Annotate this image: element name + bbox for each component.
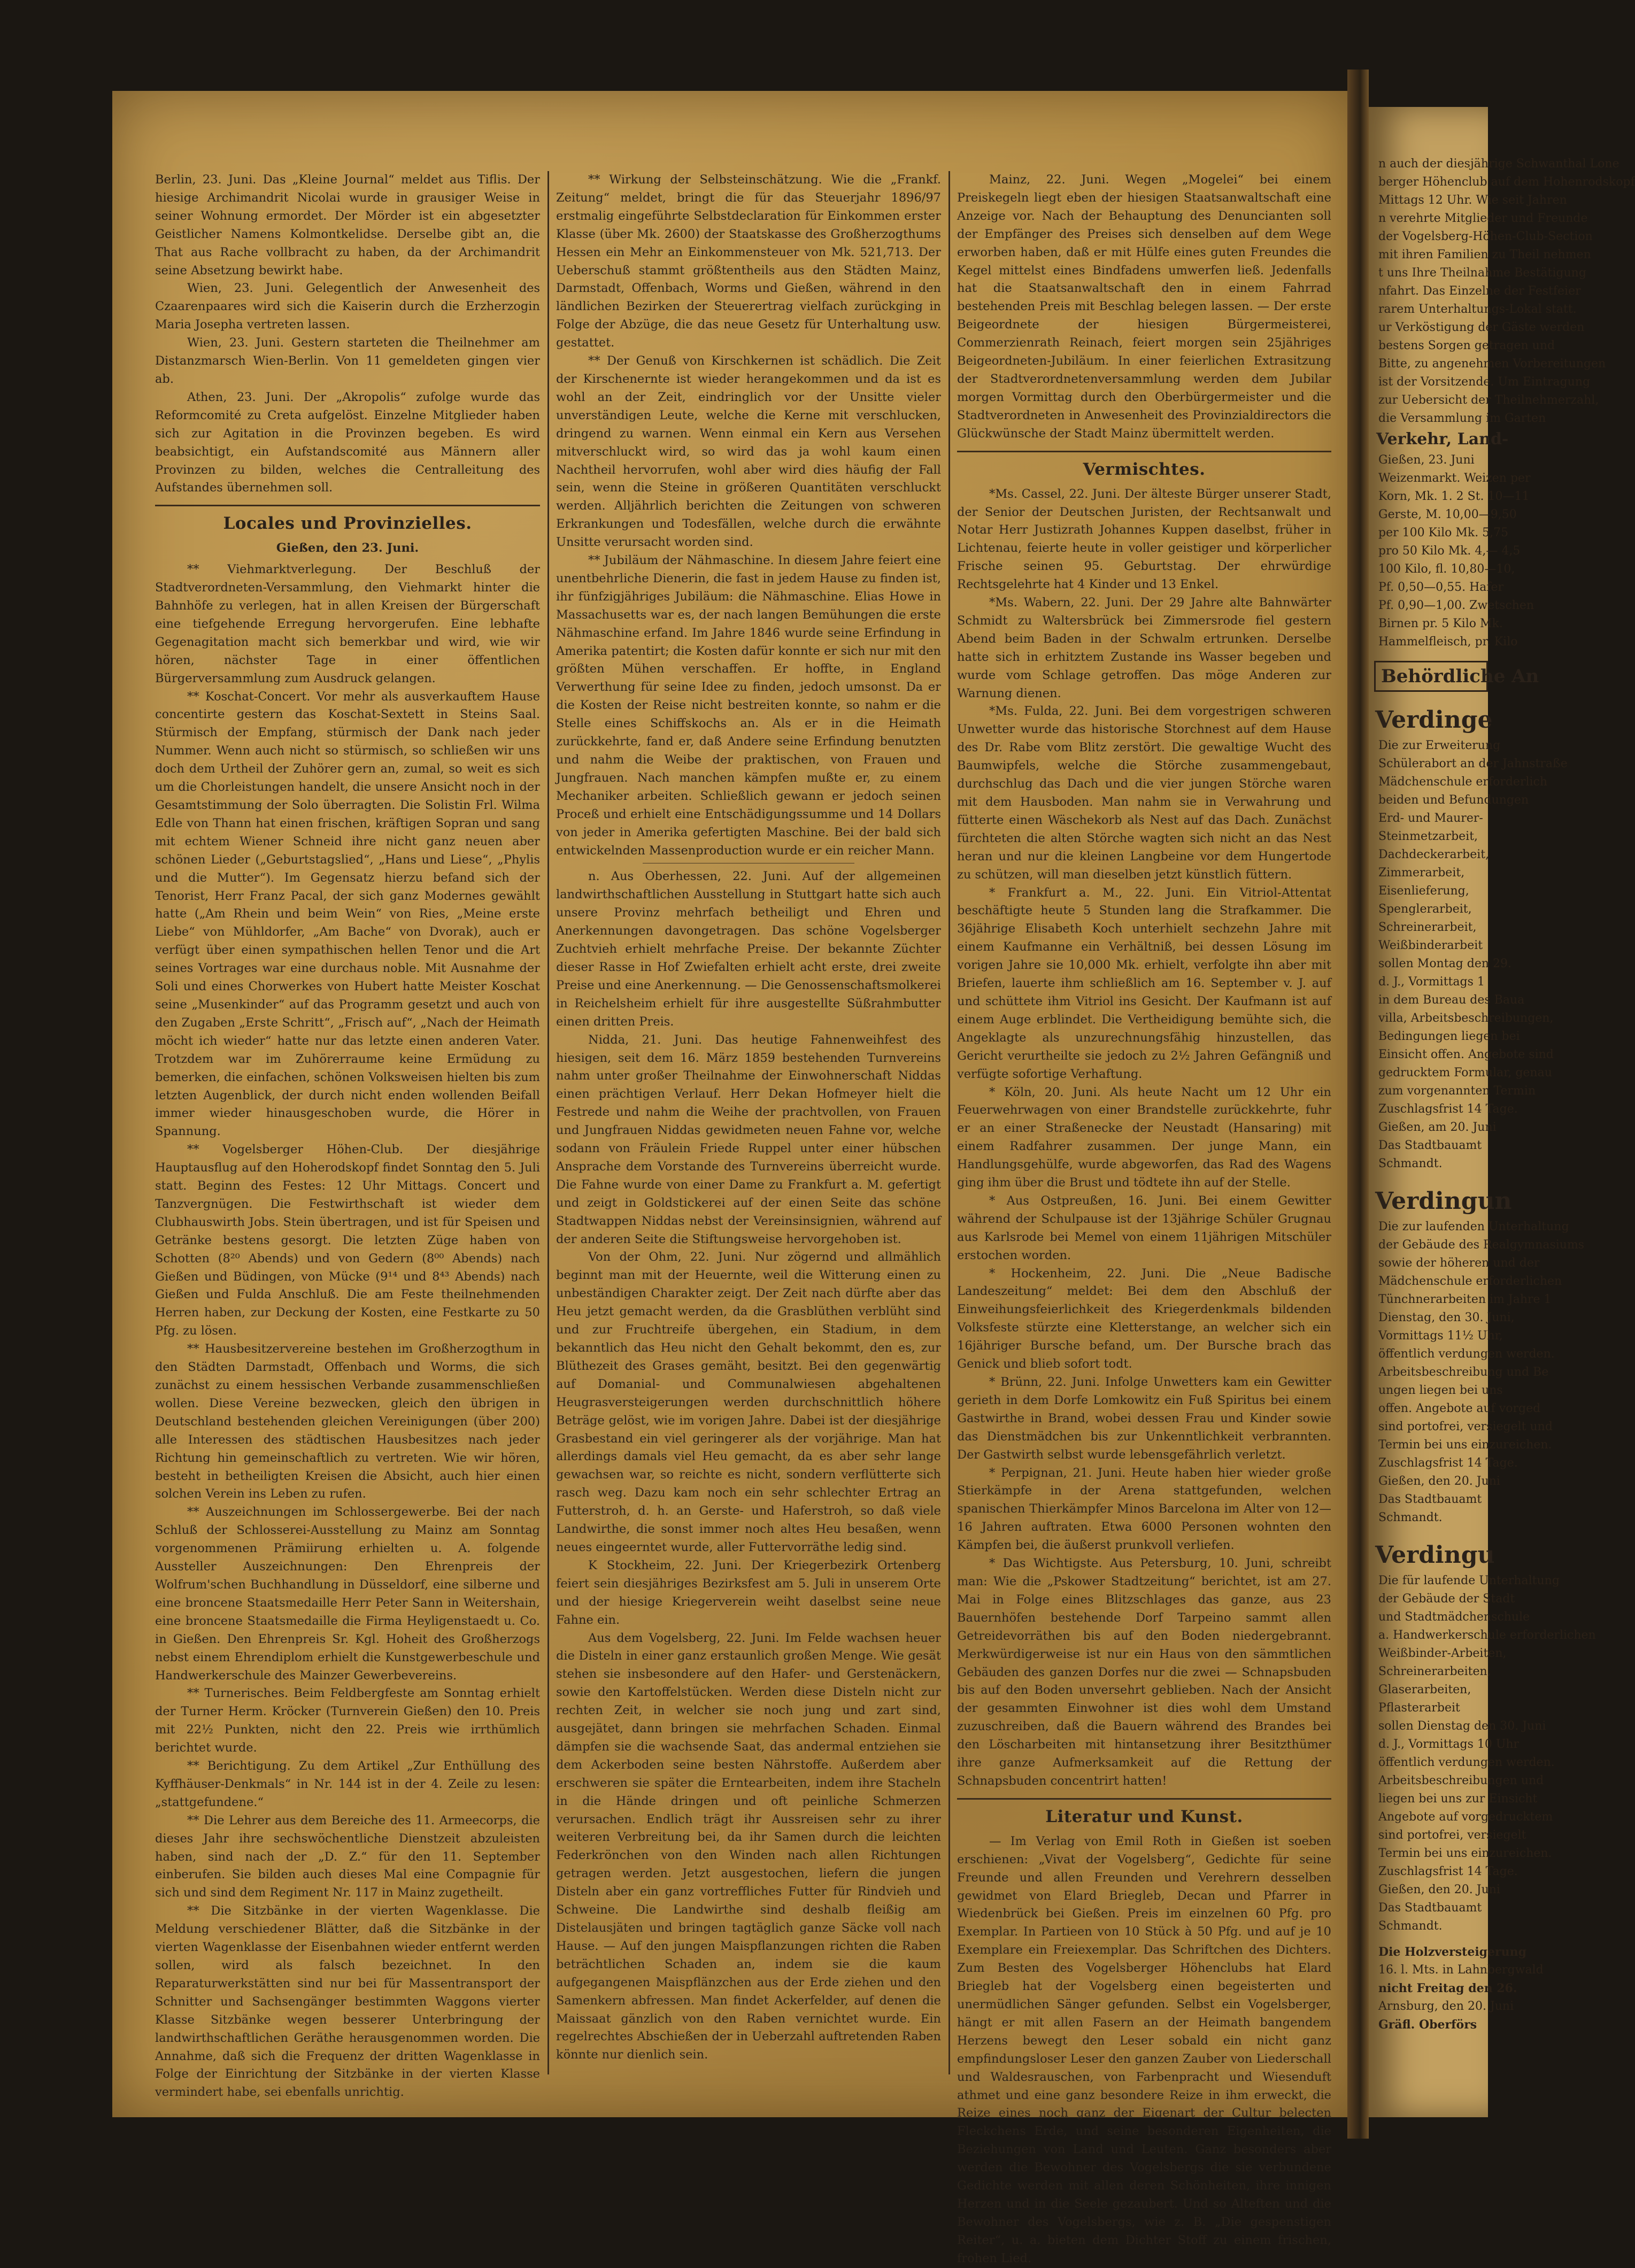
text-line: Steinmetzarbeit,: [1378, 830, 1478, 843]
book-spine: [1347, 70, 1369, 2139]
text-line: d. J., Vormittags 10 Uhr: [1378, 1738, 1520, 1751]
column-2: [556, 171, 941, 2074]
text-line: Pflasterarbeit: [1378, 1701, 1460, 1715]
news-berlin: Berlin, 23. Juni. Das „Kleine Journal“ meldet aus Tiflis. Der hiesige Archimandrit Nicolai wurde in grausiger Weise in seiner Wohnung ermordet. Der Mörder ist ein abgesetzter Geistlicher Namens Kolmontkelidse. Derselbe gibt an, die That aus Rache vollbracht zu haben, da der Archimandrit seine Absetzung bewirkt habe.: [155, 173, 540, 277]
text-line: nfahrt. Das Einzelne der Festfeier: [1378, 284, 1581, 298]
text-line: Weizenmarkt. Weizen per: [1378, 472, 1531, 485]
text-line: ist der Vorsitzende. Um Eintragung: [1378, 375, 1591, 389]
text-line: berger Höhenclub auf dem Hohenrodskopf: [1378, 175, 1635, 189]
text-line: sind portofrei, versiegelt und: [1378, 1420, 1553, 1433]
article-cassel: *Ms. Cassel, 22. Juni. Der älteste Bürger unserer Stadt, der Senior der Deutschen Juristen, der Rechtsanwalt und Notar Herr Justizrath Johannes Kuppen daselbst, früher in Lichtenau, feierte heute in voller geistiger und körperlicher Frische seinen 95. Geburtstag. Der ehrwürdige Rechtsgelehrte hat 4 Kinder und 13 Enkel.: [957, 487, 1331, 592]
foreign-news: [155, 171, 540, 497]
text-line: öffentlich verdungen werden.: [1378, 1347, 1555, 1361]
text-line: Termin bei uns einzureichen.: [1378, 1438, 1552, 1452]
text-line: 16. l. Mts. in Lahnbergwald: [1378, 1963, 1544, 1977]
article-lehrer: ** Die Lehrer aus dem Bereiche des 11. Armeecorps, die dieses Jahr ihre sechswöchentliche Dienstzeit abzuleisten haben, sind nach der „D. Z.“ für den 11. September einberufen. Sie bilden auch dieses Mal eine Compagnie für sich und sind dem Regiment Nr. 117 in Mainz zugetheilt.: [155, 1813, 540, 1900]
text-line: Arbeitsbeschreibungen und: [1378, 1774, 1544, 1787]
text-line: sowie der höheren und der: [1378, 1256, 1540, 1270]
text-line: Termin bei uns einzureichen.: [1378, 1847, 1552, 1860]
text-line: 100 Kilo, fl. 10,80—10,: [1378, 562, 1515, 576]
article-vivat-vogelsberg: — Im Verlag von Emil Roth in Gießen ist soeben erschienen: „Vivat der Vogelsberg“, Gedichte für seine Freunde und allen Freunden und Verehrern desselben gewidmet von Elard Briegleb, Decan und Pfarrer in Wiedenbrück bei Gießen. Preis im einzelnen 60 Pfg. pro Exemplar. In Partieen von 10 Stück à 50 Pfg. und auf je 10 Exemplare ein Freiexemplar. Das Schriftchen des Dichters. Zum Besten des Vogelsberger Höhenclubs hat Elard Briegleb hat der Vogelsberg einen begeisterten und unermüdlichen Sänger gefunden. Selbst ein Vogelsberger, hängt er mit allen Fasern an der Heimath bangendem Herzens bewegt den Leser sobald ein nicht ganz empfindungsloser Leser den ganzen Zauber von Liederschall und Waldesrauschen, von Farbenpracht und Wiesenduft athmet und eine ganz besondere Reize in ihm erweckt, die Reize eines noch ganz der Eigenart der Cultur belecten Fleckchens Erde, und seine besonderen Eigenheiten, die Beziehungen von Land und Leuten. Ganz besonders aber werden die Bewohner des Vogelsbergs die sie verbundene Gedichte werden mit allen deren Schönheiten, ihre innigen Herzen und in die Seele gezaubert. Und so Alteften und die Bewohner des Vogelsbergs, wie z. B. „Die gespenstigen Reiter“, u. a. bieten dem Dichter Stoff zu einem frischen, frohen Lied.: [957, 1834, 1331, 2265]
column-divider-1: [547, 171, 549, 2074]
article-stockheim: K Stockheim, 22. Juni. Der Kriegerbezirk Ortenberg feiert sein diesjähriges Bezirksfest am 5. Juli in unserem Orte und der hiesige Kriegerverein weiht daselbst seine neue Fahne ein.: [556, 1558, 941, 1627]
text-line: beiden und Befundungen: [1378, 793, 1529, 807]
text-line: ur Verköstigung der Gäste werden: [1378, 321, 1585, 334]
text-line: Schülerabort an der Jahnstraße: [1378, 757, 1568, 770]
text-line: n verehrte Mitglieder und Freunde: [1378, 212, 1588, 225]
text-line: Weißbinder-Arbeiten,: [1378, 1647, 1507, 1660]
article-perpignan: * Perpignan, 21. Juni. Heute haben hier wieder große Stierkämpfe in der Arena stattgefunden, welchen spanischen Thierkämpfer Minos Barcelona im Alter von 12—16 Jahren auftraten. Etwa 6000 Personen wohnten den Kämpfen bei, die äußerst prunkvoll verliefen.: [957, 1465, 1331, 1553]
text-line: Vormittags 11½ Uhr,: [1378, 1329, 1503, 1343]
article-hoehenclub: ** Vogelsberger Höhen-Club. Der diesjährige Hauptausflug auf den Hoherodskopf findet Sonntag den 5. Juli statt. Beginn des Festes: 12 Uhr Mittags. Concert und Tanzvergnügen. Die Festwirthschaft ist wieder dem Clubhauswirth Jobs. Stein übertragen, und ist für Speisen und Getränke bestens gesorgt. Die letzten Züge haben von Schotten (8²⁰ Abends) und von Gedern (8⁰⁰ Abends) nach Gießen und Büdingen, von Mücke (9¹⁴ und 8⁴³ Abends) nach Gießen und Fulda Anschluß. Die am Feste theilnehmenden Herren haben, zur Deckung der Kosten, eine Festkarte zu 50 Pfg. zu lösen.: [155, 1143, 540, 1338]
section-title-literatur: Literatur und Kunst.: [1045, 1807, 1243, 1826]
article-oberhessen: n. Aus Oberhessen, 22. Juni. Auf der allgemeinen landwirthschaftlichen Ausstellung in Stuttgart hatte sich auch unsere Provinz mehrfach betheiligt und Ehren und Anerkennungen davongetragen. Das schöne Vogelsberger Zuchtvieh erhielt mehrfache Preise. Der bekannte Züchter dieser Rasse in Hof Zwiefalten erhielt acht erste, drei zweite Preise und eine Anerkennung. — Die Genossenschaftsmolkerei in Reichelsheim erhielt für ihre ausgestellte Süßrahmbutter einen dritten Preis.: [556, 869, 941, 1029]
bid-title-1: Verdinge: [1375, 706, 1493, 734]
article-vogelsberg: Aus dem Vogelsberg, 22. Juni. Im Felde wachsen heuer die Disteln in einer ganz erstaunlich großen Menge. Wie gesät stehen sie insbesondere auf den Hafer- und Gerstenäckern, sowie den Kartoffelstücken. Werden diese Disteln nicht zur rechten Zeit, in welcher sie noch jung und zart sind, ausgejätet, dann bringen sie mehrfachen Schaden. Einmal dämpfen sie die wachsende Saat, das andermal entziehen sie dem Ackerboden seine besten Nährstoffe. Außerdem aber erschweren sie später die Erntearbeiten, indem ihre Stacheln in die Hände dringen und oft peinliche Schmerzen verursachen. Endlich trägt ihr Aussreisen sehr zu ihrer weiteren Verbreitung bei, da ihr Samen durch die leichten Federkrönchen von den Winden nach allen Richtungen getragen werden. Jetzt ausgestochen, liefern die jungen Disteln aber ein ganz vortreffliches Futter für Rindvieh und Schweine. Die Landwirthe sind deshalb fleißig am Distelausjäten und bringen tagtäglich ganze Säcke voll nach Hause. — Auf den jungen Maispflanzungen richten die Raben beträchtlichen Schaden an, indem sie die kaum aufgegangenen Maispflänzchen aus der Erde ziehen und den Samenkern abfressen. Man findet Ackerfelder, auf denen die Maissaat gänzlich von den Raben vernichtet wurde. Ein regelrechtes Abschießen der in Ueberzahl auftretenden Raben könnte nur dienlich sein.: [556, 1631, 941, 2062]
market-title: Verkehr, Land-: [1376, 430, 1509, 449]
text-line: zur Uebersicht der Theilnehmerzahl,: [1378, 394, 1599, 407]
news-athen: Athen, 23. Juni. Der „Akropolis“ zufolge wurde das Reformcomité zu Creta aufgelöst. Einzelne Mitglieder haben sich zur Agitation in die Provinzen begeben. Es wird beabsichtigt, ein Aufstandscomité aus Männern aller Provinzen zu bilden, welches die Centralleitung des Aufstandes übernehmen soll.: [155, 390, 540, 495]
text-line: Zimmerarbeit,: [1378, 866, 1465, 880]
notice-box-title: Behördliche An: [1374, 661, 1488, 692]
text-line: sollen Dienstag den 30. Juni: [1378, 1719, 1546, 1733]
column-divider-2: [948, 171, 950, 2074]
text-line: Hammelfleisch, pr. Kilo: [1378, 635, 1518, 649]
bid-notice-2: [1369, 1218, 1585, 1527]
text-line: ungen liegen bei uns: [1378, 1384, 1503, 1397]
text-line: Spenglerarbeit,: [1378, 902, 1472, 916]
text-line: Dienstag, den 30. Juni,: [1378, 1311, 1515, 1324]
dateline-giessen: Gießen, den 23. Juni.: [276, 541, 419, 556]
text-line: Schreinerarbeit,: [1378, 921, 1477, 934]
article-wichtigste: * Das Wichtigste. Aus Petersburg, 10. Juni, schreibt man: Wie die „Pskower Stadtzeitung“ berichtet, ist am 27. Mai in Folge eines Blitzschlages das ganze, aus 23 Bauernhöfen bestehende Dorf Tarpeino sammt allen Getreidevorräthen bis auf den Boden niedergebrannt. Merkwürdigerweise ist nur ein Haus von den sämmtlichen Gebäuden des ganzen Dorfes nur die zwei — Schnapsbuden bis auf den Boden unversehrt geblieben. Nach der Ansicht der gesammten Einwohner ist dies wohl dem Umstand zuzuschreiben, daß die Bauern während des Brandes bei den Löscharbeiten mit hintansetzung ihrer Besitzthümer ihre ganze Aufmerksamkeit auf die Rettung der Schnapsbuden concentrirt hatten!: [957, 1556, 1331, 1788]
article-hausbesitzer: ** Hausbesitzervereine bestehen im Großherzogthum in den Städten Darmstadt, Offenbach und Worms, die sich zunächst zu einem hessischen Verbande zusammenschließen wollen. Diese Vereine bezwecken, gleich den übrigen in Deutschland bestehenden gleichen Vereinigungen (über 200) alle Interessen des städtischen Hausbesitzes nach jeder Richtung hin gemeinschaftlich zu vertreten. Wie wir hören, besteht in betheiligten Kreisen die Absicht, auch hier einen solchen Verein ins Leben zu rufen.: [155, 1342, 540, 1501]
article-koeln: * Köln, 20. Juni. Als heute Nacht um 12 Uhr ein Feuerwehrwagen von einer Brandstelle zurückkehrte, fuhr er an einer Straßenecke der Neustadt (Hansaring) mit einem Radfahrer zusammen. Der junge Mann, ein Handlungsgehülfe, wurde abgeworfen, das Rad des Wagens ging ihm über die Brust und tödtete ihn auf der Stelle.: [957, 1085, 1331, 1190]
text-line: der Gebäude des Realgymnasiums: [1378, 1238, 1585, 1252]
text-line: der Vogelsberg-Höhen-Club-Section: [1378, 230, 1593, 243]
news-wien-2: Wien, 23. Juni. Gestern starteten die Theilnehmer am Distanzmarsch Wien-Berlin. Von 11 gemeldeten gingen vier ab.: [155, 336, 540, 386]
text-line: n auch der diesjährige Schwanthal Lone: [1378, 157, 1619, 171]
text-line: öffentlich verdungen werden.: [1378, 1756, 1555, 1769]
text-line: der Gebäude der Stadt: [1378, 1592, 1515, 1606]
article-ostpreussen: * Aus Ostpreußen, 16. Juni. Bei einem Gewitter während der Schulpause ist der 13jährige Schüler Grugnau aus Karlsrode bei Memel von einem 11jährigen Mitschüler erstochen worden.: [957, 1193, 1331, 1262]
text-line: Pf. 0,50—0,55. Hafer: [1378, 581, 1504, 594]
text-line: pro 50 Kilo Mk. 4,— 4,5: [1378, 544, 1521, 558]
text-line: Das Stadtbauamt: [1378, 1139, 1482, 1152]
text-line: villa, Arbeitsbeschreibungen,: [1378, 1012, 1554, 1025]
text-line: zum vorgenannten Termin: [1378, 1084, 1536, 1098]
section-title-vermischtes: Vermischtes.: [1083, 459, 1206, 479]
text-line: Das Stadtbauamt: [1378, 1493, 1482, 1506]
bid-notice-3: [1369, 1572, 1596, 1935]
market-report: [1369, 451, 1534, 651]
text-line: sollen Montag den 29.: [1378, 957, 1512, 970]
article-frankfurt: * Frankfurt a. M., 22. Juni. Ein Vitriol-Attentat beschäftigte heute 5 Stunden lang die Strafkammer. Die 36jährige Elisabeth Koch unterhielt sechzehn Jahre mit einem Kaufmanne ein Verhältniß, bei dessen Lösung im vorigen Jahre sie 10,000 Mk. erhielt, verfolgte ihn aber mit Briefen, lauerte ihm schließlich am 16. September v. J. auf und schüttete ihm Vitriol ins Gesicht. Der Kaufmann ist auf einem Auge erblindet. Die Vertheidigung bemühte sich, die Angeklagte als unzurechnungsfähig hinzustellen, das Gericht verurtheilte sie jedoch zu 2½ Jahren Gefängniß und verfügte sofortige Verhaftung.: [957, 885, 1331, 1081]
section-rule: [957, 451, 1331, 452]
text-line: Tünchnerarbeiten im Jahre 1: [1378, 1293, 1552, 1306]
text-line: Zuschlagsfrist 14 Tage.: [1378, 1456, 1518, 1470]
text-line: nicht Freitag den 26.: [1378, 1981, 1517, 1995]
text-line: gedrucktem Formular, genau: [1378, 1066, 1552, 1079]
text-line: Zuschlagsfrist 14 Tage.: [1378, 1865, 1518, 1878]
text-line: Schreinerarbeiten,: [1378, 1665, 1491, 1678]
text-line: Mittags 12 Uhr. Wie seit Jahren: [1378, 194, 1567, 207]
text-line: Gießen, den 20. Juni: [1378, 1883, 1500, 1896]
article-viehmarkt: ** Viehmarktverlegung. Der Beschluß der Stadtverordneten-Versammlung, den Viehmarkt hinter die Bahnhöfe zu verlegen, hat in allen Kreisen der Bürgerschaft eine tiefgehende Erregung hervorgerufen. Eine lebhafte Gegenagitation macht sich bemerkbar und wird, wie wir hören, nächster Tage in einer öffentlichen Bürgerversammlung zum Ausdruck gelangen.: [155, 562, 540, 685]
bid-title-3: Verdingu: [1375, 1541, 1495, 1569]
article-fulda: *Ms. Fulda, 22. Juni. Bei dem vorgestrigen schweren Unwetter wurde das historische Storchnest auf dem Hause des Dr. Rabe vom Blitz zerstört. Die gewaltige Wucht des Baumwipfels, welche die Störche zusammengebaut, durchschlug das Dach und die vier jungen Störche waren mit dem Hausboden. Man nahm sie in Verwahrung und fütterte einen Wäschekorb als Nest auf das Dach. Zunächst fürchteten die alten Störche wagten sich nicht an das Nest heran und nur die kleinen Langbeine vor dem Hungertode zu schützen, will man dieselben jetzt künstlich füttern.: [957, 704, 1331, 882]
article-wabern: *Ms. Wabern, 22. Juni. Der 29 Jahre alte Bahnwärter Schmidt zu Waltersbrück bei Zimmersrode fiel gestern Abend beim Baden in der Schwalm ertrunken. Derselbe hatte sich in erhitztem Zustande ins Wasser begeben und wurde vom Schlage getroffen. Das möge Anderen zur Warnung dienen.: [957, 596, 1331, 700]
article-turnerisches: ** Turnerisches. Beim Feldbergfeste am Sonntag erhielt der Turner Herm. Kröcker (Turnverein Gießen) den 10. Preis mit 22½ Punkten, nicht den 22. Preis wie irrthümlich berichtet wurde.: [155, 1686, 540, 1755]
text-line: und Stadtmädchenschule: [1378, 1610, 1530, 1624]
news-wien-1: Wien, 23. Juni. Gelegentlich der Anwesenheit des Czaarenpaares wird sich die Kaiserin durch die Erzherzogin Maria Josepha vertreten lassen.: [155, 281, 540, 332]
text-line: mit ihren Familien zu Theil nehmen: [1378, 248, 1591, 261]
article-bruenn: * Brünn, 22. Juni. Infolge Unwetters kam ein Gewitter gerieth in dem Dorfe Lomkowitz ein Fuß Spiritus bei einem Gastwirthe in Brand, wobei dessen Frau und Kinder sowie das Dienstmädchen bis zur Unkenntlichkeit verbrannten. Der Gastwirth selbst wurde lebensgefährlich verletzt.: [957, 1375, 1331, 1462]
text-line: Gräfl. Oberförs: [1378, 2018, 1477, 2032]
section-title-locales: Locales und Provinzielles.: [223, 514, 472, 534]
section-rule: [957, 1798, 1331, 1800]
article-berichtigung: ** Berichtigung. Zu dem Artikel „Zur Enthüllung des Kyffhäuser-Denkmals“ in Nr. 144 ist in der 4. Zeile zu lesen: „stattgefundene.“: [155, 1759, 540, 1809]
text-line: Korn, Mk. 1. 2 St. 10—11: [1378, 490, 1530, 503]
next-page-top-text: [1369, 155, 1635, 428]
text-line: liegen bei uns zur Einsicht: [1378, 1792, 1538, 1806]
text-line: Die zur laufenden Unterhaltung: [1378, 1220, 1569, 1233]
text-line: per 100 Kilo Mk. 5,75: [1378, 526, 1509, 539]
text-line: Erd- und Maurer-: [1378, 812, 1483, 825]
text-line: Gießen, am 20. Juni: [1378, 1121, 1497, 1134]
article-nidda: Nidda, 21. Juni. Das heutige Fahnenweihfest des hiesigen, seit dem 16. März 1859 bestehenden Turnvereins nahm unter großer Theilnahme der Einwohnerschaft Niddas einen prächtigen Verlauf. Herr Dekan Hofmeyer hielt die Festrede und nahm die Weihe der prachtvollen, von Frauen und Jungfrauen Niddas gewidmeten neuen Fahne vor, welche sodann von Fräulein Friede Ruppel unter einer hübschen Ansprache dem Vorstande des Turnvereins überreicht wurde. Die Fahne wurde von einer Dame zu Frankfurt a. M. gefertigt und zeigt in Goldstickerei auf der einen Seite das schöne Stadtwappen Niddas nebst der Vereinsinsignien, während auf der anderen Seite die Stiftungsweise hervorgehoben ist.: [556, 1032, 941, 1246]
text-line: Weißbinderarbeit: [1378, 939, 1483, 952]
text-line: Bitte, zu angenehmen Vorbereitungen: [1378, 357, 1606, 371]
text-line: Arnsburg, den 20. Juni: [1378, 2000, 1514, 2013]
text-line: Die zur Erweiterung: [1378, 739, 1501, 752]
text-line: Einsicht offen. Angebote sind: [1378, 1048, 1554, 1061]
section-rule: [155, 505, 540, 506]
bid-notice-1: [1369, 737, 1568, 1173]
text-line: Angebote auf vorgedrucktem: [1378, 1810, 1553, 1824]
bid-title-2: Verdingun: [1375, 1187, 1512, 1215]
column-3: [957, 171, 1331, 2265]
text-line: t uns Ihre Theilnahme Bestätigung: [1378, 266, 1586, 280]
article-kirschkerne: ** Der Genuß von Kirschkernen ist schädlich. Die Zeit der Kirschenernte ist wieder herangekommen und da ist es wohl an der Zeit, eindringlich vor der Unsitte vieler unverständigen Leute, welche die Kerne mit verschlucken, dringend zu warnen. Wenn einmal ein Kern aus Versehen mitverschluckt wird, so wird das ja wohl kaum einen Nachtheil hervorrufen, wohl aber wird dies häufig der Fall sein, wenn die Steine in größeren Quantitäten verschluckt werden. Alljährlich berichten die Zeitungen von schweren Erkrankungen und Todesfällen, welche durch die erwähnte Unsitte verursacht worden sind.: [556, 354, 941, 550]
article-schlosser: ** Auszeichnungen im Schlossergewerbe. Bei der nach Schluß der Schlosserei-Ausstellung zu Mainz am Sonntag vorgenommenen Prämiirung erhielten u. A. folgende Aussteller Auszeichnungen: Den Ehrenpreis der Wolfrum'schen Buchhandlung in Düsseldorf, eine silberne und eine broncene Staatsmedaille Herr Peter Sann in Weitershain, eine broncene Staatsmedaille die Firma Heyligenstaedt u. Co. in Gießen. Den Ehrenpreis Sr. Kgl. Hoheit des Großherzogs nebst einem Ehrendiplom erhielt die Kunstgewerbeschule und Handwerkerschule des Mainzer Gewerbevereins.: [155, 1505, 540, 1683]
article-koschat: ** Koschat-Concert. Vor mehr als ausverkauftem Hause concentirte gestern das Koschat-Sextett in Steins Saal. Stürmisch der Empfang, stürmisch der Dank nach jeder Nummer. Wenn auch nicht so stürmisch, so schließen wir uns doch dem Urtheil der Zuhörer gern an, zumal, so weit es sich um die Chorleistungen handelt, die unsere Ansicht noch in der Gesamtstimmung der Solo überragten. Die Solistin Frl. Wilma Edle von Thann hat einen frischen, kräftigen Sopran und sang mit echtem Wiener Schneid ihre nicht ganz neuen aber schönen Lieder („Geburtstagslied“, „Hans und Liese“, „Phylis und die Mutter“). Im Gegensatz hierzu befand sich der Tenorist, Herr Franz Pacal, der sich ganz Modernes gewählt hatte („Am Rhein und beim Wein“ von Ries, „Meine erste Liebe“ von Mühldorfer, „Am Bache“ von Dvorak), auch er verfügt über einen sympathischen hellen Tenor und die Art seines Vortrages war eine durchaus noble. Mit Ausnahme der Soli und eines Chorwerkes von Hubert hatte Meister Koschat seine „Musenkinder“ auf das Programm gesetzt und auch von den Zugaben „Erste Schritt“, „Frisch auf“, „Nach der Heimath möcht ich wieder“ hatte nur das letzte einen anderen Vater. Trotzdem war im Zuhörerraume keine Ermüdung zu bemerken, die einfachen, schönen Volksweisen hielten bis zum letzten Augenblick, der durch nicht enden wollenden Beifall immer wieder hinausgeschoben wurde, die Hörer in Spannung.: [155, 689, 540, 1139]
article-sitzbaenke: ** Die Sitzbänke in der vierten Wagenklasse. Die Meldung verschiedener Blätter, daß die Sitzbänke in der vierten Wagenklasse der Eisenbahnen wieder entfernt werden sollen, wird als falsch bezeichnet. In den Reparaturwerkstätten sind nur bei für Massentransport der Schnitter und Sachsengänger bestimmten Waggons vierter Klasse Sitzbänke wegen besserer Unterbringung der landwirthschaftlichen Geräthe herausgenommen worden. Die Annahme, daß sich die Frequenz der dritten Wagenklasse in Folge der Einrichtung der Sitzbänke in der vierten Klasse vermindert habe, sei ebenfalls unrichtig.: [155, 1904, 540, 2100]
text-line: Schmandt.: [1378, 1157, 1443, 1170]
text-line: Glaserarbeiten,: [1378, 1683, 1471, 1696]
article-selbsteinschaetzung: ** Wirkung der Selbsteinschätzung. Wie die „Frankf. Zeitung“ meldet, bringt die für das Steuerjahr 1896/97 erstmalig eingeführte Selbstdeclaration für Einkommen erster Klasse (über Mk. 2600) der Staatskasse des Großherzogthums Hessen ein Mehr an Einkommensteuer von Mk. 521,713. Der Ueberschuß stammt größtentheils aus den Städten Mainz, Darmstadt, Offenbach, Worms und Gießen, während in den ländlichen Bezirken der Steuerertrag vielfach zurückging in Folge der Abzüge, die das neue Gesetz für Unterhaltung usw. gestattet.: [556, 173, 941, 350]
text-line: offen. Angebote auf vorged: [1378, 1402, 1541, 1415]
text-line: Die für laufende Unterhaltung: [1378, 1574, 1560, 1587]
next-page-bottom-text: [1369, 1943, 1544, 2034]
text-line: Mädchenschule erforderlich: [1378, 775, 1548, 789]
text-line: Bedingungen liegen bei: [1378, 1030, 1520, 1043]
text-line: d. J., Vormittags 1: [1378, 975, 1485, 989]
text-line: die Versammlung im Garten: [1378, 412, 1546, 425]
text-line: Eisenlieferung,: [1378, 884, 1469, 898]
text-line: Zuschlagsfrist 14 Tage.: [1378, 1102, 1518, 1116]
text-line: Die Holzversteigerung: [1378, 1945, 1527, 1959]
article-naehmaschine: ** Jubiläum der Nähmaschine. In diesem Jahre feiert eine unentbehrliche Dienerin, die fast in jedem Hause zu finden ist, ihr fünfzigjähriges Jubiläum: die Nähmaschine. Elias Howe in Massachusetts war es, der nach langen Bemühungen die erste Nähmaschine erfand. Im Jahre 1846 wurde seine Erfindung in Amerika patentirt; die Kosten dafür konnte er sich nur mit den größten Mühen verschaffen. Er hoffte, in England Verwerthung für seine Idee zu finden, jedoch umsonst. Da er die Kosten der Reise nicht bestreiten konnte, so nahm er die Stelle eines Schiffskochs an. Als er in die Heimath zurückkehrte, fand er, daß Andere seine Erfindung benutzten und nahm die Weibe der praktischen, von Frauen und Jungfrauen. Nach manchen kämpfen mußte er, zu einem Mechaniker arbeiten. Schließlich gewann er jedoch seinen Proceß und erhielt eine Entschädigungssumme und 14 Dollars von jeder in Amerika gefertigten Maschine. Bei der bald sich entwickelnden Massenproduction wurde er ein reicher Mann.: [556, 553, 941, 858]
text-line: Gerste, M. 10,00—9,50: [1378, 508, 1517, 521]
text-line: Schmandt.: [1378, 1919, 1443, 1933]
article-ohm: Von der Ohm, 22. Juni. Nur zögernd und allmählich beginnt man mit der Heuernte, weil die Witterung einen zu unbeständigen Charakter zeigt. Der Zeit nach dürfte aber das Heu jetzt gemacht werden, da die Grasblüthen verblüht sind und zur Fruchtreife übergehen, ein Stadium, in dem bekanntlich das Heu nicht den Gehalt bekommt, den es, zur Blüthezeit des Grases gemäht, besitzt. Bei den gegenwärtig auf Domanial- und Communalwiesen abgehaltenen Heugrasversteigerungen werden durchschnittlich höhere Beträge gelöst, wie im vorigen Jahre. Dabei ist der diesjährige Grasbestand ein viel geringerer als der vorjährige. Man hat allerdings damals viel Heu gemacht, da es aber sehr lange gewachsen war, so reichte es nicht, sondern verflütterte sich rasch weg. Dazu kam noch ein sehr schlechter Ertrag an Futterstroh, d. h. an Gerste- und Haferstroh, so daß viele Landwirthe, die sonst immer noch altes Heu besaßen, wenn neues eingeerntet wurde, aller Futtervorräthe ledig sind.: [556, 1250, 941, 1554]
text-line: Gießen, 23. Juni: [1378, 453, 1475, 467]
text-line: Gießen, den 20. Juni: [1378, 1475, 1500, 1488]
text-line: Arbeitsbeschreibung und Be: [1378, 1366, 1549, 1379]
text-line: in dem Bureau des Baua: [1378, 993, 1525, 1007]
article-mainz: Mainz, 22. Juni. Wegen „Mogelei“ bei einem Preiskegeln liegt eben der hiesigen Staatsanwaltschaft eine Anzeige vor. Nach der Behauptung des Denuncianten soll der Empfänger des Preises sich denselben auf dem Wege erworben haben, daß er mit Hülfe eines guten Freundes die Kegel mittelst eines Bindfadens umwerfen ließ. Jedenfalls hat die Staatsanwaltschaft den in einem Fahrrad bestehenden Preis mit Beschlag belegen lassen. — Der erste Beigeordnete der hiesigen Bürgermeisterei, Commerzienrath Reinach, feiert morgen sein 25jähriges Beigeordneten-Jubiläum. In einer feierlichen Extrasitzung der Stadtverordnetenversammlung werden dem Jubilar morgen Vormittag durch den Oberbürgermeister und die Stadtverordneten in Anwesenheit des Provinzialdirectors die Glückwünsche der Stadt Mainz übermittelt werden.: [957, 173, 1331, 441]
text-line: bestens Sorgen getragen und: [1378, 339, 1555, 352]
next-page-fragment: [1369, 107, 1635, 2117]
text-line: sind portofrei, versiegelt: [1378, 1829, 1526, 1842]
text-line: Das Stadtbauamt: [1378, 1901, 1482, 1915]
text-line: a. Handwerkerschule erforderlichen: [1378, 1629, 1596, 1642]
text-line: Mädchenschule erforderlichen: [1378, 1275, 1562, 1288]
article-hockenheim: * Hockenheim, 22. Juni. Die „Neue Badische Landeszeitung“ meldet: Bei dem den Abschluß der Einweihungsfeierlichkeit des Kriegerdenkmals bildenden Volksfeste stürzte eine Kletterstange, an welcher sich ein 16jähriger Bursche befand, um. Der Bursche brach das Genick und blieb sofort todt.: [957, 1266, 1331, 1371]
column-1: [155, 171, 540, 2100]
text-line: Birnen pr. 5 Kilo Mk.: [1378, 617, 1503, 630]
text-line: Dachdeckerarbeit,: [1378, 848, 1490, 861]
text-line: Schmandt.: [1378, 1511, 1443, 1524]
text-line: Pf. 0,90—1,00. Zwetschen: [1378, 599, 1534, 612]
text-line: rarem Unterhaltungs-Lokal statt.: [1378, 303, 1577, 316]
